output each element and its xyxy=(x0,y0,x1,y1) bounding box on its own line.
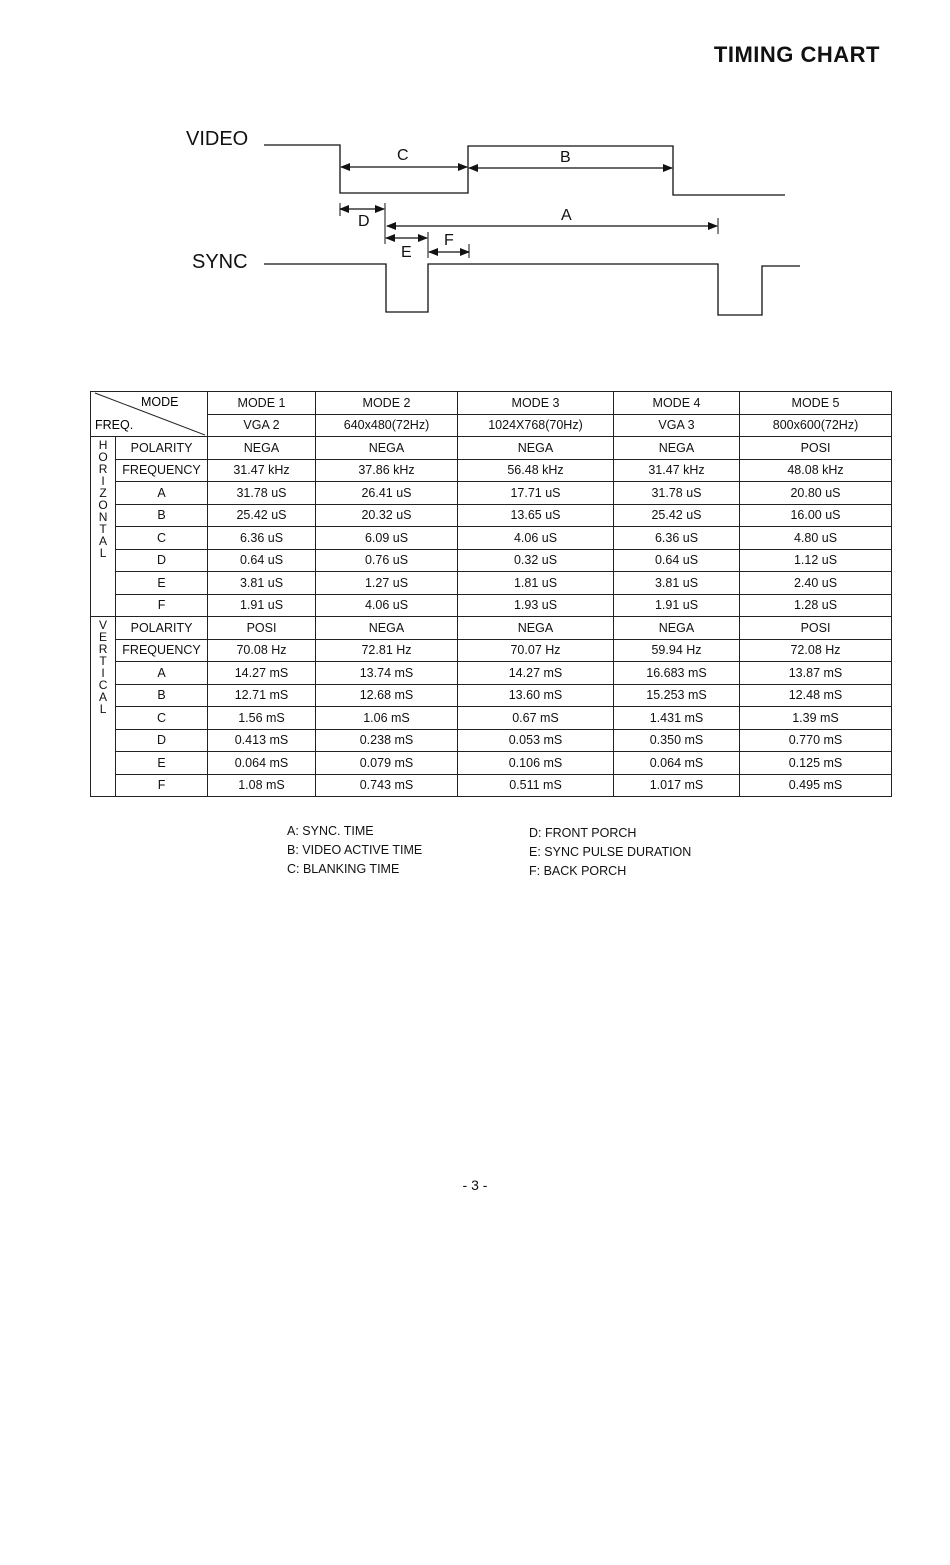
value-cell: 13.60 mS xyxy=(458,684,614,707)
mode-resolution: 800x600(72Hz) xyxy=(740,414,892,437)
value-cell: 0.64 uS xyxy=(208,549,316,572)
value-cell: 1.93 uS xyxy=(458,594,614,617)
value-cell: 1.28 uS xyxy=(740,594,892,617)
value-cell: 20.32 uS xyxy=(316,504,458,527)
vertical-row xyxy=(91,662,892,685)
value-cell: 13.87 mS xyxy=(740,662,892,685)
interval-b-label: B xyxy=(560,149,571,166)
row-label: C xyxy=(116,707,208,730)
mode-header: MODE 3 xyxy=(458,392,614,415)
value-cell: 31.47 kHz xyxy=(614,459,740,482)
section-letter: I xyxy=(101,666,105,680)
value-cell: 6.09 uS xyxy=(316,527,458,550)
mode-resolution: VGA 3 xyxy=(614,414,740,437)
mode-header: MODE 4 xyxy=(614,392,740,415)
value-cell: 0.743 mS xyxy=(316,774,458,797)
value-cell: 31.47 kHz xyxy=(208,459,316,482)
value-cell: 1.08 mS xyxy=(208,774,316,797)
value-cell: 1.12 uS xyxy=(740,549,892,572)
section-letter: C xyxy=(98,678,108,692)
table-resolution-row xyxy=(91,414,892,437)
horizontal-row xyxy=(91,482,892,505)
row-label: B xyxy=(116,504,208,527)
section-letter: E xyxy=(99,630,108,644)
value-cell: 14.27 mS xyxy=(208,662,316,685)
value-cell: 20.80 uS xyxy=(740,482,892,505)
row-label: FREQUENCY xyxy=(116,459,208,482)
row-label: F xyxy=(116,774,208,797)
table-header-row xyxy=(91,392,892,415)
legend-right xyxy=(529,824,691,881)
vertical-row xyxy=(91,729,892,752)
value-cell: 0.64 uS xyxy=(614,549,740,572)
value-cell: NEGA xyxy=(458,617,614,640)
value-cell: 0.064 mS xyxy=(208,752,316,775)
mode-header: MODE 5 xyxy=(740,392,892,415)
value-cell: 70.07 Hz xyxy=(458,639,614,662)
section-letter: A xyxy=(99,534,108,548)
value-cell: 70.08 Hz xyxy=(208,639,316,662)
value-cell: 1.27 uS xyxy=(316,572,458,595)
value-cell: 0.350 mS xyxy=(614,729,740,752)
interval-a-label: A xyxy=(561,207,572,224)
interval-c-label: C xyxy=(397,147,409,164)
value-cell: 1.431 mS xyxy=(614,707,740,730)
vertical-row xyxy=(91,774,892,797)
value-cell: NEGA xyxy=(458,437,614,460)
value-cell: 25.42 uS xyxy=(614,504,740,527)
legend-item: B: VIDEO ACTIVE TIME xyxy=(287,843,423,857)
section-letter: O xyxy=(98,498,108,512)
value-cell: 1.39 mS xyxy=(740,707,892,730)
value-cell: 13.65 uS xyxy=(458,504,614,527)
legend-item: E: SYNC PULSE DURATION xyxy=(529,845,692,859)
horizontal-row xyxy=(91,594,892,617)
mode-resolution: VGA 2 xyxy=(208,414,316,437)
interval-d-label: D xyxy=(358,213,370,230)
horizontal-row xyxy=(91,459,892,482)
row-label: A xyxy=(116,482,208,505)
section-letter: L xyxy=(99,546,107,560)
timing-spec-table xyxy=(90,391,892,797)
corner-mode-label: MODE xyxy=(141,395,179,409)
value-cell: 12.68 mS xyxy=(316,684,458,707)
horizontal-row xyxy=(91,549,892,572)
legend-item: D: FRONT PORCH xyxy=(529,826,637,840)
vertical-row xyxy=(91,707,892,730)
value-cell: 0.495 mS xyxy=(740,774,892,797)
video-signal-label: VIDEO xyxy=(186,128,249,150)
value-cell: NEGA xyxy=(208,437,316,460)
value-cell: 0.125 mS xyxy=(740,752,892,775)
value-cell: 17.71 uS xyxy=(458,482,614,505)
value-cell: 1.91 uS xyxy=(208,594,316,617)
value-cell: 1.81 uS xyxy=(458,572,614,595)
horizontal-row xyxy=(91,572,892,595)
row-label: FREQUENCY xyxy=(116,639,208,662)
mode-resolution: 640x480(72Hz) xyxy=(316,414,458,437)
value-cell: 72.81 Hz xyxy=(316,639,458,662)
row-label: D xyxy=(116,729,208,752)
horizontal-section-label xyxy=(91,437,116,617)
row-label: POLARITY xyxy=(116,437,208,460)
value-cell: NEGA xyxy=(316,437,458,460)
video-waveform xyxy=(264,145,785,195)
section-letter: R xyxy=(98,642,108,656)
value-cell: NEGA xyxy=(614,437,740,460)
value-cell: 31.78 uS xyxy=(208,482,316,505)
corner-freq-label: FREQ. xyxy=(95,418,134,432)
page-title: TIMING CHART xyxy=(713,42,880,67)
section-letter: L xyxy=(99,702,107,716)
value-cell: 26.41 uS xyxy=(316,482,458,505)
value-cell: 0.76 uS xyxy=(316,549,458,572)
legend-left xyxy=(287,822,422,879)
value-cell: 1.56 mS xyxy=(208,707,316,730)
row-label: D xyxy=(116,549,208,572)
value-cell: 4.06 uS xyxy=(316,594,458,617)
value-cell: 14.27 mS xyxy=(458,662,614,685)
mode-header: MODE 1 xyxy=(208,392,316,415)
value-cell: NEGA xyxy=(316,617,458,640)
value-cell: 6.36 uS xyxy=(208,527,316,550)
value-cell: POSI xyxy=(208,617,316,640)
section-letter: T xyxy=(99,522,107,536)
value-cell: 4.06 uS xyxy=(458,527,614,550)
value-cell: 37.86 kHz xyxy=(316,459,458,482)
vertical-row xyxy=(91,617,892,640)
value-cell: 6.36 uS xyxy=(614,527,740,550)
value-cell: 25.42 uS xyxy=(208,504,316,527)
value-cell: 0.079 mS xyxy=(316,752,458,775)
value-cell: 15.253 mS xyxy=(614,684,740,707)
value-cell: 16.00 uS xyxy=(740,504,892,527)
row-label: C xyxy=(116,527,208,550)
sync-signal-label: SYNC xyxy=(192,251,248,273)
value-cell: 12.71 mS xyxy=(208,684,316,707)
vertical-row xyxy=(91,684,892,707)
section-letter: V xyxy=(99,618,108,632)
section-letter: N xyxy=(98,510,108,524)
value-cell: 3.81 uS xyxy=(614,572,740,595)
value-cell: 0.106 mS xyxy=(458,752,614,775)
timing-diagram xyxy=(0,0,950,340)
section-letter: H xyxy=(98,438,108,452)
legend-item: C: BLANKING TIME xyxy=(287,862,400,876)
section-letter: O xyxy=(98,450,108,464)
value-cell: 59.94 Hz xyxy=(614,639,740,662)
interval-e-label: E xyxy=(401,244,412,261)
value-cell: 0.238 mS xyxy=(316,729,458,752)
value-cell: 16.683 mS xyxy=(614,662,740,685)
section-letter: Z xyxy=(99,486,107,500)
horizontal-row xyxy=(91,527,892,550)
value-cell: 12.48 mS xyxy=(740,684,892,707)
mode-header: MODE 2 xyxy=(316,392,458,415)
value-cell: 0.053 mS xyxy=(458,729,614,752)
row-label: E xyxy=(116,752,208,775)
value-cell: 72.08 Hz xyxy=(740,639,892,662)
mode-freq-corner xyxy=(91,392,208,437)
value-cell: 0.770 mS xyxy=(740,729,892,752)
value-cell: 48.08 kHz xyxy=(740,459,892,482)
mode-resolution: 1024X768(70Hz) xyxy=(458,414,614,437)
value-cell: 1.91 uS xyxy=(614,594,740,617)
section-letter: A xyxy=(99,690,108,704)
section-letter: I xyxy=(101,474,105,488)
value-cell: 1.017 mS xyxy=(614,774,740,797)
legend-item: A: SYNC. TIME xyxy=(287,824,374,838)
value-cell: 13.74 mS xyxy=(316,662,458,685)
legend-item: F: BACK PORCH xyxy=(529,864,627,878)
vertical-row xyxy=(91,752,892,775)
horizontal-row xyxy=(91,504,892,527)
value-cell: 1.06 mS xyxy=(316,707,458,730)
row-label: POLARITY xyxy=(116,617,208,640)
row-label: B xyxy=(116,684,208,707)
value-cell: 0.413 mS xyxy=(208,729,316,752)
value-cell: POSI xyxy=(740,617,892,640)
value-cell: POSI xyxy=(740,437,892,460)
value-cell: 0.32 uS xyxy=(458,549,614,572)
row-label: F xyxy=(116,594,208,617)
row-label: A xyxy=(116,662,208,685)
value-cell: NEGA xyxy=(614,617,740,640)
section-letter: R xyxy=(98,462,108,476)
value-cell: 0.064 mS xyxy=(614,752,740,775)
sync-waveform xyxy=(264,264,800,315)
value-cell: 0.511 mS xyxy=(458,774,614,797)
value-cell: 0.67 mS xyxy=(458,707,614,730)
horizontal-row xyxy=(91,437,892,460)
page-number: - 3 - xyxy=(462,1177,488,1193)
vertical-row xyxy=(91,639,892,662)
value-cell: 2.40 uS xyxy=(740,572,892,595)
vertical-section-label xyxy=(91,617,116,797)
row-label: E xyxy=(116,572,208,595)
interval-f-label: F xyxy=(444,232,454,249)
section-letter: T xyxy=(99,654,107,668)
value-cell: 3.81 uS xyxy=(208,572,316,595)
value-cell: 31.78 uS xyxy=(614,482,740,505)
value-cell: 56.48 kHz xyxy=(458,459,614,482)
value-cell: 4.80 uS xyxy=(740,527,892,550)
